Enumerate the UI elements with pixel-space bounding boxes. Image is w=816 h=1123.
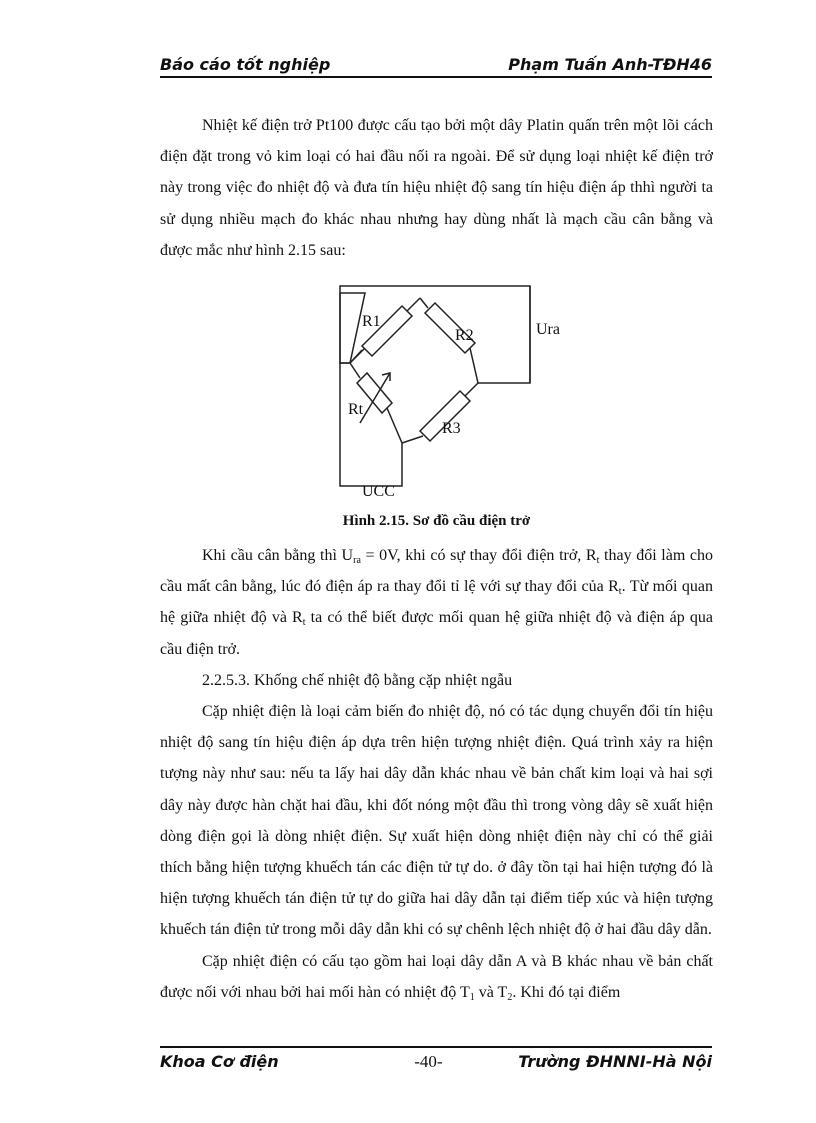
page-footer xyxy=(160,1046,712,1082)
figure-caption: Hình 2.15. Sơ đồ cầu điện trở xyxy=(342,513,531,529)
label-r2: R2 xyxy=(455,327,474,344)
wire-r3-a xyxy=(465,383,478,396)
header-author: Phạm Tuấn Anh-TĐH46 xyxy=(508,55,712,74)
intro-text xyxy=(160,110,713,266)
footer-faculty: Khoa Cơ điện xyxy=(160,1052,279,1071)
paragraph-bridge: Khi cầu cân bằng thì $U_{ra} = 0V$, khi có sự thay đổi điện trở, $R_t$ thay đổi làm cho cầu mất cân bằng, lúc đó điện áp ra thay đổi tỉ lệ với sự thay đổi của $R_t$. Từ mối quan hệ giữa nhiệt độ và $R_t$ ta có thể biết được mối quan hệ giữa nhiệt độ và điện áp qua cầu điện trở. xyxy=(160,547,714,658)
section-heading: 2.2.5.3. Khống chế nhiệt độ bằng cặp nhiệt ngẫu xyxy=(202,671,513,689)
wire-r1-b xyxy=(407,298,420,311)
header-report-title: Báo cáo tốt nghiệp xyxy=(160,55,331,74)
wire-rt-b xyxy=(387,408,402,443)
main-text xyxy=(160,540,713,1008)
wire-r3-b xyxy=(402,436,423,443)
label-r1: R1 xyxy=(362,313,381,330)
page-header xyxy=(160,50,712,78)
page-number: -40- xyxy=(414,1052,443,1071)
paragraph-pt100: Nhiệt kế điện trở Pt100 được cấu tạo bởi một dây Platin quấn trên một lõi cách điện đặt trong vỏ kim loại có hai đầu nối ra ngoài. Để sử dụng loại nhiệt kế điện trở này trong việc đo nhiệt độ và đưa tín hiệu nhiệt độ sang tín hiệu điện áp thhì người ta sử dụng nhiều mạch đo khác nhau nhưng hay dùng nhất là mạch cầu cân bằng và được mắc như hình 2.15 sau: xyxy=(160,117,713,259)
wire-ucc-left xyxy=(340,363,402,486)
wire-rt-a xyxy=(350,363,360,378)
footer-university: Trường ĐHNNI-Hà Nội xyxy=(518,1052,712,1071)
label-r3: R3 xyxy=(442,420,461,437)
wire-frame-left xyxy=(340,286,530,383)
bridge-circuit-diagram xyxy=(320,268,570,508)
wire-r2-b xyxy=(470,348,478,383)
paragraph-structure: Cặp nhiệt điện có cấu tạo gồm hai loại dây dẫn A và B khác nhau về bản chất được nối với nhau bởi hai mối hàn có nhiệt độ $T_1$ và $T_2$. Khi đó tại điểm xyxy=(160,952,713,1003)
rt-arrow-line xyxy=(360,373,390,423)
label-ucc: UCC xyxy=(362,483,395,500)
paragraph-thermocouple: Cặp nhiệt điện là loại cảm biến đo nhiệt độ, nó có tác dụng chuyển đổi tín hiệu nhiệt độ sang tín hiệu điện áp dựa trên hiện tượng nhiệt điện. Quá trình xảy ra hiện tượng này như sau: nếu ta lấy hai dây dẫn khác nhau về bản chất kim loại và hai sợi dây này được hàn chặt hai đầu, khi đốt nóng một đầu thì trong vòng dây sẽ xuất hiện dòng điện gọi là dòng nhiệt điện. Sự xuất hiện dòng nhiệt điện này chỉ có thể giải thích bằng hiện tượng khuếch tán các điện tử tự do. ở đây tồn tại hai hiện tượng đó là hiện tượng khuếch tán điện tử tự do giữa hai dây dẫn tại điểm tiếp xúc và hiện tượng khuếch tán điện tử trong mỗi dây dẫn khi có sự chênh lệch nhiệt độ ở hai đầu dây dẫn. xyxy=(160,703,713,939)
label-rt: Rt xyxy=(348,401,364,418)
wire-r2-a xyxy=(420,298,428,308)
label-ura: Ura xyxy=(536,321,560,338)
